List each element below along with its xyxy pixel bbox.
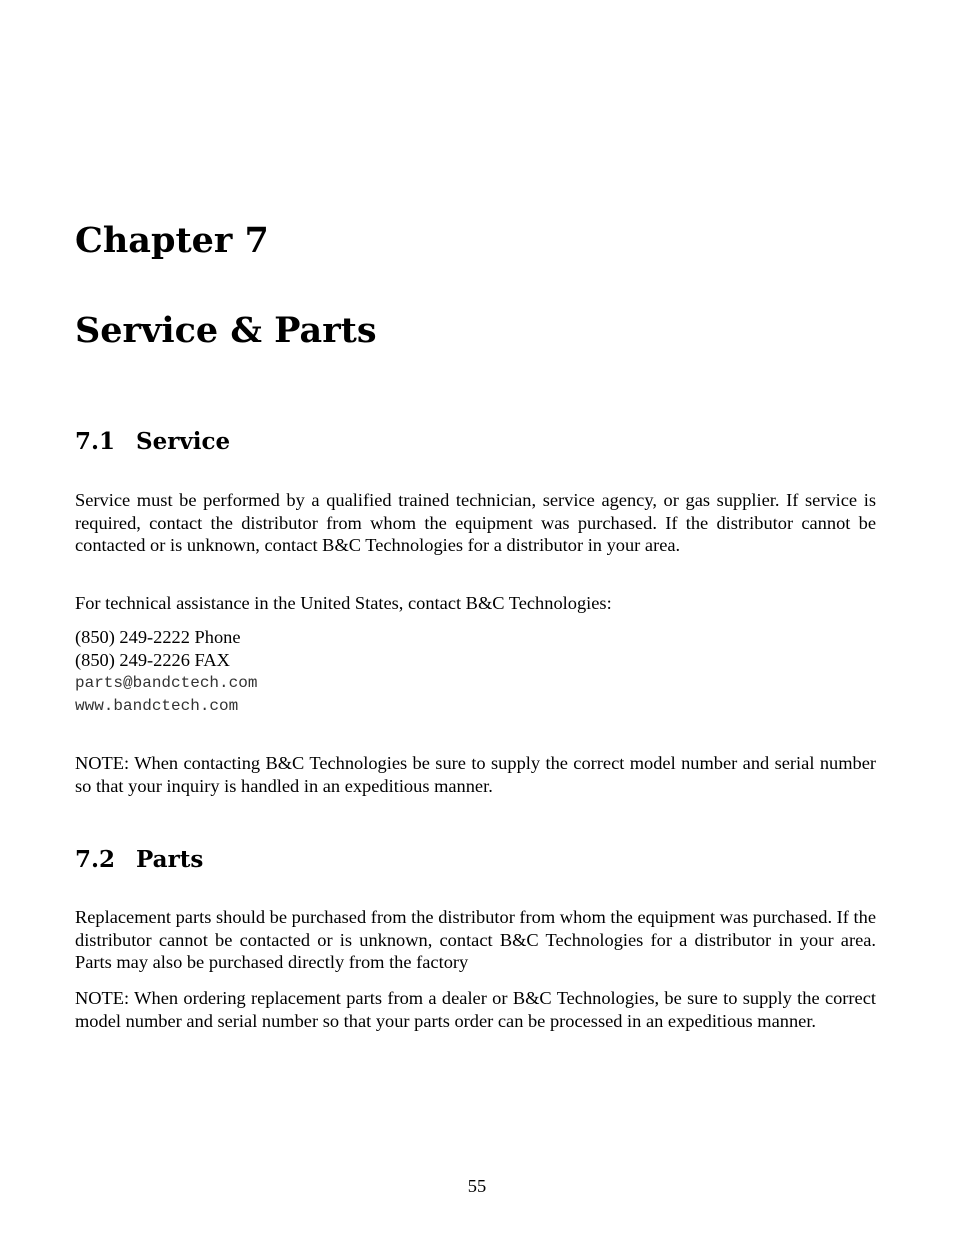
email-link[interactable]: parts@bandctech.com — [75, 674, 258, 692]
page-number: 55 — [467, 1176, 487, 1196]
service-paragraph: Service must be performed by a qualified trained technician, service agency, or gas supplier. If service is required, contact the distributor from whom the equipment was purchased. If the distributor cannot be contacted or is unknown, contact B&C Technologies for a distributor in your area. — [75, 490, 876, 556]
technical-assistance-paragraph: For technical assistance in the United States, contact B&C Technologies: — [75, 593, 612, 613]
section-heading-service — [75, 427, 230, 457]
service-note: NOTE: When contacting B&C Technologies be sure to supply the correct model number and serial number so that your inquiry is handled in an expeditious manner. — [75, 753, 876, 796]
parts-paragraph: Replacement parts should be purchased from the distributor from whom the equipment was purchased. If the distributor cannot be contacted or is unknown, contact B&C Technologies for a distributor in your area. Parts may also be purchased directly from the factory — [75, 907, 876, 973]
phone-number: (850) 249-2222 Phone — [75, 627, 241, 647]
chapter-label: Chapter 7 — [75, 220, 269, 261]
chapter-title: Service & Parts — [75, 310, 377, 351]
website-link[interactable]: www.bandctech.com — [75, 697, 239, 715]
section-number: 7.2 — [75, 846, 116, 873]
section-title: Service — [136, 428, 231, 455]
parts-note: NOTE: When ordering replacement parts from a dealer or B&C Technologies, be sure to supply the correct model number and serial number so that your parts order can be processed in an expeditious manner. — [75, 988, 876, 1031]
section-number: 7.1 — [75, 428, 116, 455]
fax-number: (850) 249-2226 FAX — [75, 650, 230, 670]
section-title: Parts — [136, 846, 204, 873]
section-heading-parts — [75, 845, 203, 875]
